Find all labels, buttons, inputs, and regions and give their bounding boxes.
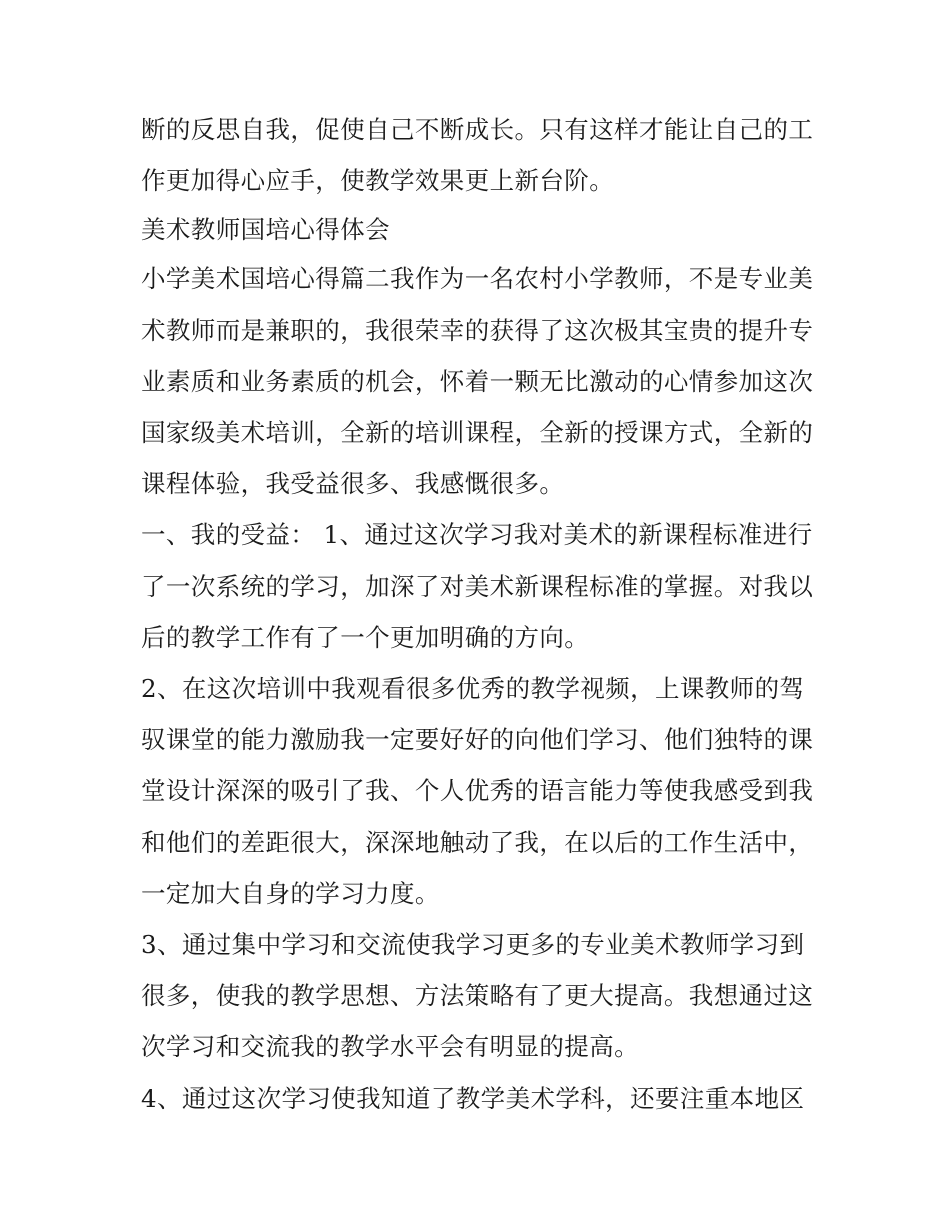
text-line: 小学美术国培心得篇二我作为一名农村小学教师，不是专业美 [141, 264, 814, 294]
text-line: 一定加大自身的学习力度。 [141, 878, 440, 908]
text-line: 驭课堂的能力激励我一定要好好的向他们学习、他们独特的课 [141, 725, 814, 755]
text-line: 堂设计深深的吸引了我、个人优秀的语言能力等使我感受到我 [141, 776, 814, 806]
text-line: 和他们的差距很大，深深地触动了我，在以后的工作生活中， [141, 827, 814, 857]
text-line: 了一次系统的学习，加深了对美术新课程标准的掌握。对我以 [141, 571, 814, 601]
text-line: 很多，使我的教学思想、方法策略有了更大提高。我想通过这 [141, 981, 814, 1011]
text-line: 国家级美术培训，全新的培训课程，全新的授课方式，全新的 [141, 418, 814, 448]
text-line: 断的反思自我，促使自己不断成长。只有这样才能让自己的工 [141, 115, 814, 144]
text-line: 4、通过这次学习使我知道了教学美术学科，还要注重本地区 [141, 1083, 805, 1113]
text-line: 2、在这次培训中我观看很多优秀的教学视频，上课教师的驾 [141, 674, 805, 704]
text-line: 业素质和业务素质的机会，怀着一颗无比激动的心情参加这次 [141, 366, 814, 396]
text-line: 次学习和交流我的教学水平会有明显的提高。 [141, 1032, 639, 1062]
text-line: 术教师而是兼职的，我很荣幸的获得了这次极其宝贵的提升专 [141, 315, 814, 345]
text-line: 作更加得心应手，使教学效果更上新台阶。 [141, 166, 615, 196]
document-body [141, 104, 821, 1124]
text-line: 后的教学工作有了一个更加明确的方向。 [141, 622, 590, 652]
text-line: 3、通过集中学习和交流使我学习更多的专业美术教师学习到 [141, 930, 805, 960]
section-heading: 美术教师国培心得体会 [141, 215, 390, 245]
text-line: 一、我的受益： 1、通过这次学习我对美术的新课程标准进行 [141, 520, 813, 550]
text-line: 课程体验，我受益很多、我感慨很多。 [141, 469, 565, 499]
